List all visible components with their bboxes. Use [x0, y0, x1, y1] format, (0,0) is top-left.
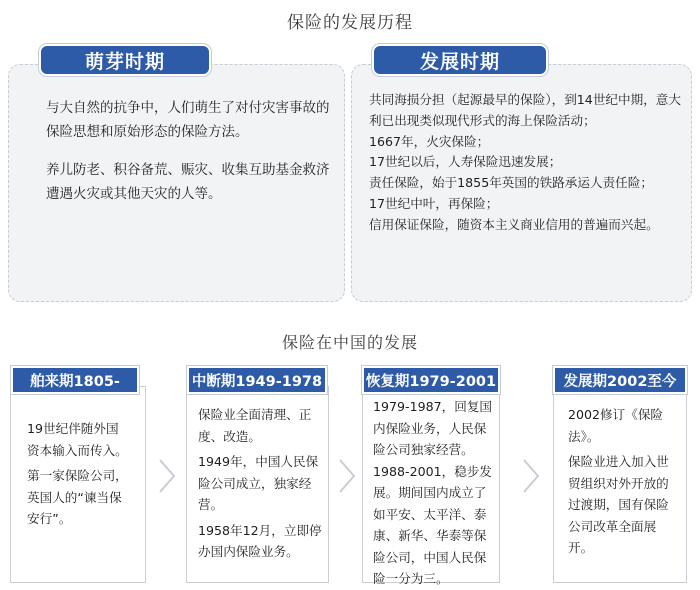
stage-label-recovery: 恢复期1979-2001 — [362, 366, 500, 394]
chevron-right-icon — [156, 456, 178, 496]
stage-line: 1949年，中国人民保险公司成立，独家经营。 — [198, 454, 319, 512]
development-line: 1667年，火灾保险； — [369, 133, 490, 149]
stage-line: 保险业全面清理、正度、改造。 — [198, 407, 312, 444]
page-title: 保险的发展历程 — [287, 13, 413, 33]
sprout-period-label: 萌芽时期 — [39, 44, 211, 76]
stage-line: 保险业进入加入世贸组织对外开放的过渡期，国有保险公司改革全面展开。 — [568, 454, 669, 555]
stage-line: 19世纪伴随外国资本输入而传入。 — [27, 421, 128, 458]
stage-line: 1958年12月，立即停办国内保险业务。 — [198, 522, 322, 559]
stage-line: 1979-1987，回复国内保险业务，人民保险公司独家经营。 — [373, 399, 493, 457]
stage-label-import: 舶来期1805-1948 — [11, 366, 139, 394]
stage-label-development: 发展期2002至今 — [553, 366, 687, 394]
development-period-text — [369, 90, 687, 236]
chevron-right-icon — [336, 456, 358, 496]
development-line: 17世纪以后，人寿保险迅速发展； — [369, 154, 562, 170]
development-line: 共同海损分担（起源最早的保险），到14世纪中期，意大利已出现类似现代形式的海上保险活动； — [369, 92, 681, 128]
stage-line: 第一家保险公司，英国人的“谏当保安行”。 — [27, 468, 128, 526]
stage-text-development — [568, 404, 676, 563]
stage-label-interruption: 中断期1949-1978 — [187, 366, 327, 394]
stage-text-recovery — [373, 396, 497, 590]
stage-text-interruption — [198, 404, 322, 567]
development-line: 信用保证保险，随资本主义商业信用的普遍而兴起。 — [369, 216, 659, 232]
china-section-title: 保险在中国的发展 — [281, 333, 418, 352]
development-line: 17世纪中叶，再保险； — [369, 195, 499, 211]
stage-text-import — [27, 418, 129, 534]
sprout-paragraph: 养儿防老、积谷备荒、赈灾、收集互助基金救济遭遇火灾或其他天灾的人等。 — [46, 162, 330, 202]
stage-line: 1988-2001，稳步发展。期间国内成立了如平安、太平洋、泰康、新华、华泰等保险公司，中国人民保险一分为三。 — [373, 463, 493, 586]
sprout-paragraph: 与大自然的抗争中，人们萌生了对付灾害事故的保险思想和原始形态的保险方法。 — [46, 100, 330, 140]
sprout-period-text — [46, 96, 336, 220]
development-line: 责任保险，始于1855年英国的铁路承运人责任险； — [369, 175, 653, 191]
stage-line: 2002修订《保险法》。 — [568, 407, 664, 444]
development-period-label: 发展时期 — [372, 44, 548, 76]
chevron-right-icon — [520, 456, 542, 496]
